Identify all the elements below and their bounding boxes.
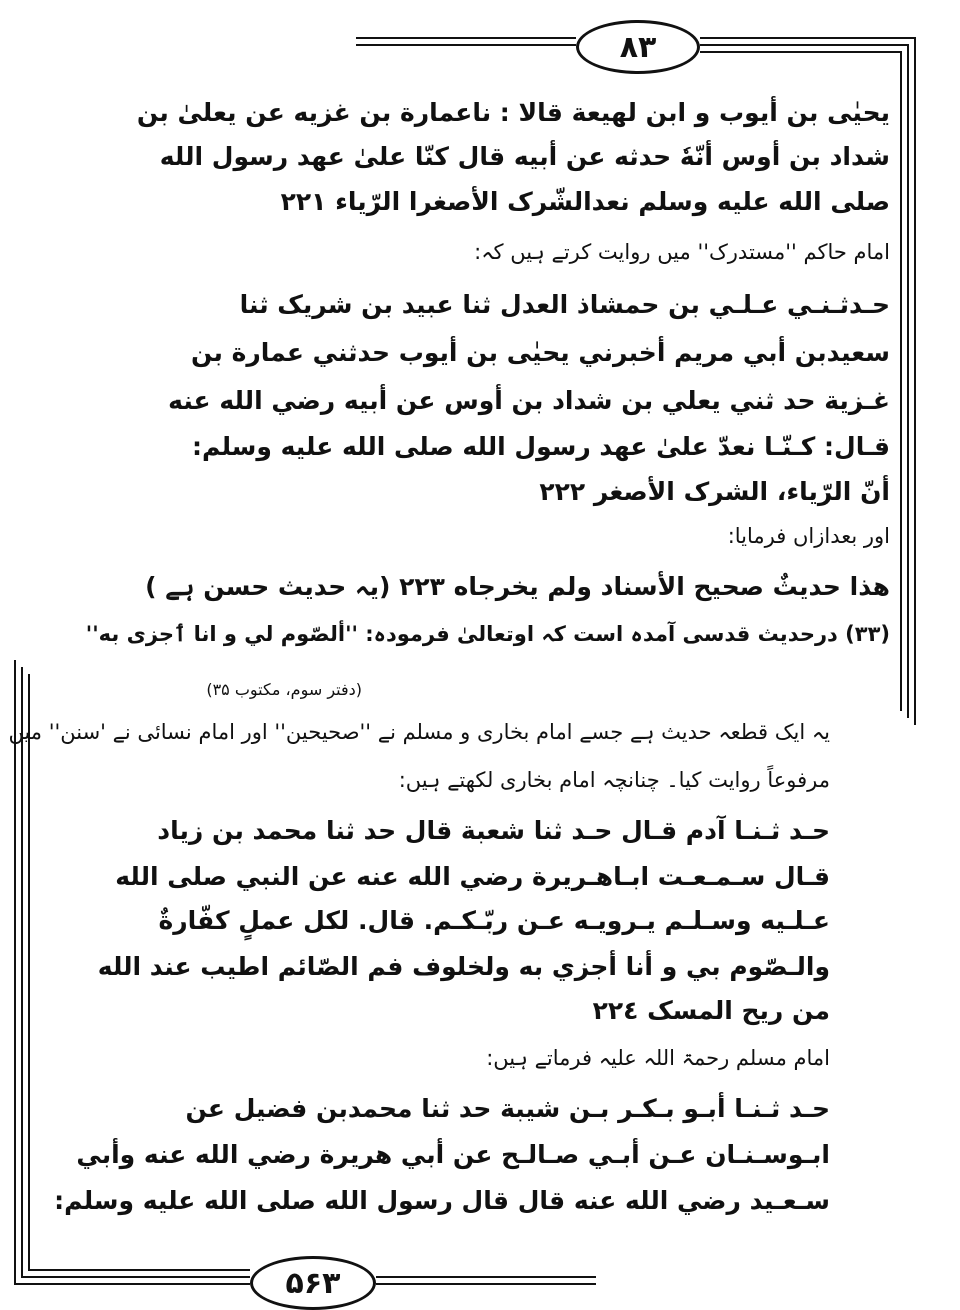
arabic-line: والـصّوم بي و أنا أجزي به ولخلوف فم الصّائم اطيب عند الله bbox=[97, 952, 830, 981]
arabic-line: ابـوسـنـان عـن أبـي صـالـح عن أبي هريرة رضي الله عنه وأبي bbox=[76, 1140, 830, 1169]
page-number-bottom-text: ۵۶۳ bbox=[285, 1265, 341, 1301]
urdu-intro: امام حاکم ''مستدرک'' میں روایت کرتے ہیں کہ: bbox=[474, 240, 890, 264]
arabic-line: شداد بن أوس أنّهٗ حدثه عن أبيه قال كنّا علىٰ عهد رسول الله bbox=[159, 142, 890, 171]
urdu-line: یہ ایک قطعہ حدیث ہے جسے امام بخاری و مسلم نے ''صحیحین'' اور امام نسائی نے 'سنن'' میں bbox=[8, 720, 830, 744]
arabic-line: سـعـيد رضي الله عنه قال قال رسول الله صلى الله عليه وسلم: bbox=[54, 1186, 830, 1215]
reference-note: (دفتر سوم، مکتوب ۳۵) bbox=[206, 680, 362, 699]
arabic-line: قـال: كـنّـا نعدّ علىٰ عهد رسول الله صلى الله عليه وسلم: bbox=[191, 432, 890, 461]
arabic-line: يحيٰى بن أيوب و ابن لهيعة قالا : ناعمارة بن غزيه عن يعلىٰ بن bbox=[136, 98, 890, 127]
arabic-line: حـد ثـنـا آدم قـال حـد ثنا شعبة قال حد ثنا محمد بن زياد bbox=[157, 816, 830, 845]
arabic-line: غـزية حد ثني يعلي بن شداد بن أوس عن أبيه رضي الله عنه bbox=[168, 386, 890, 415]
arabic-line: قـال سـمـعـت ابـاهـريرة رضي الله عنه عن النبي صلى الله bbox=[115, 862, 830, 891]
urdu-line: مرفوعاً روایت کیا۔ چنانچہ امام بخاری لکھتے ہیں: bbox=[398, 768, 830, 792]
arabic-line: هذا حديثٌ صحيح الأسناد ولم يخرجاه ٢٢٣ (یہ حدیث حسن ہے ) bbox=[145, 572, 890, 601]
arabic-line: سعيدبن أبي مريم أخبرني يحيٰى بن أيوب حدثني عمارة بن bbox=[191, 338, 890, 367]
page-number-top bbox=[576, 20, 700, 74]
page-number-top-text: ۸۳ bbox=[619, 29, 657, 65]
arabic-line: أنّ الرّياء، الشرک الأصغر ٢٢٢ bbox=[539, 477, 890, 506]
urdu-intro: امام مسلم رحمۃ اللہ علیہ فرماتے ہیں: bbox=[486, 1046, 830, 1070]
page-number-bottom bbox=[250, 1256, 376, 1310]
arabic-line: صلى الله عليه وسلم نعدالشّرک الأصغرا الرّياء ٢٢١ bbox=[280, 187, 890, 216]
arabic-line: حـد ثـنـا أبـو بـكـر بـن شيبة حد ثنا محمدبن فضيل عن bbox=[185, 1094, 830, 1123]
item-heading: (۳۳) درحدیث قدسی آمدہ است کہ اوتعالیٰ فرمودہ: ''ألصّوم لي و انا ٲجزی به'' bbox=[85, 622, 890, 646]
arabic-line: حـدثـنـي عـلـي بن حمشاذ العدل ثنا عبيد بن شريک ثنا bbox=[239, 290, 890, 319]
arabic-line: عـلـيه وسـلـم يـرويـه عـن ربّـكـم. قال. لكل عملٍ كفّارةٌ bbox=[158, 906, 830, 935]
arabic-line: من ريح المسک ٢٢٤ bbox=[592, 996, 830, 1025]
urdu-intro: اور بعدازاں فرمایا: bbox=[727, 524, 890, 548]
